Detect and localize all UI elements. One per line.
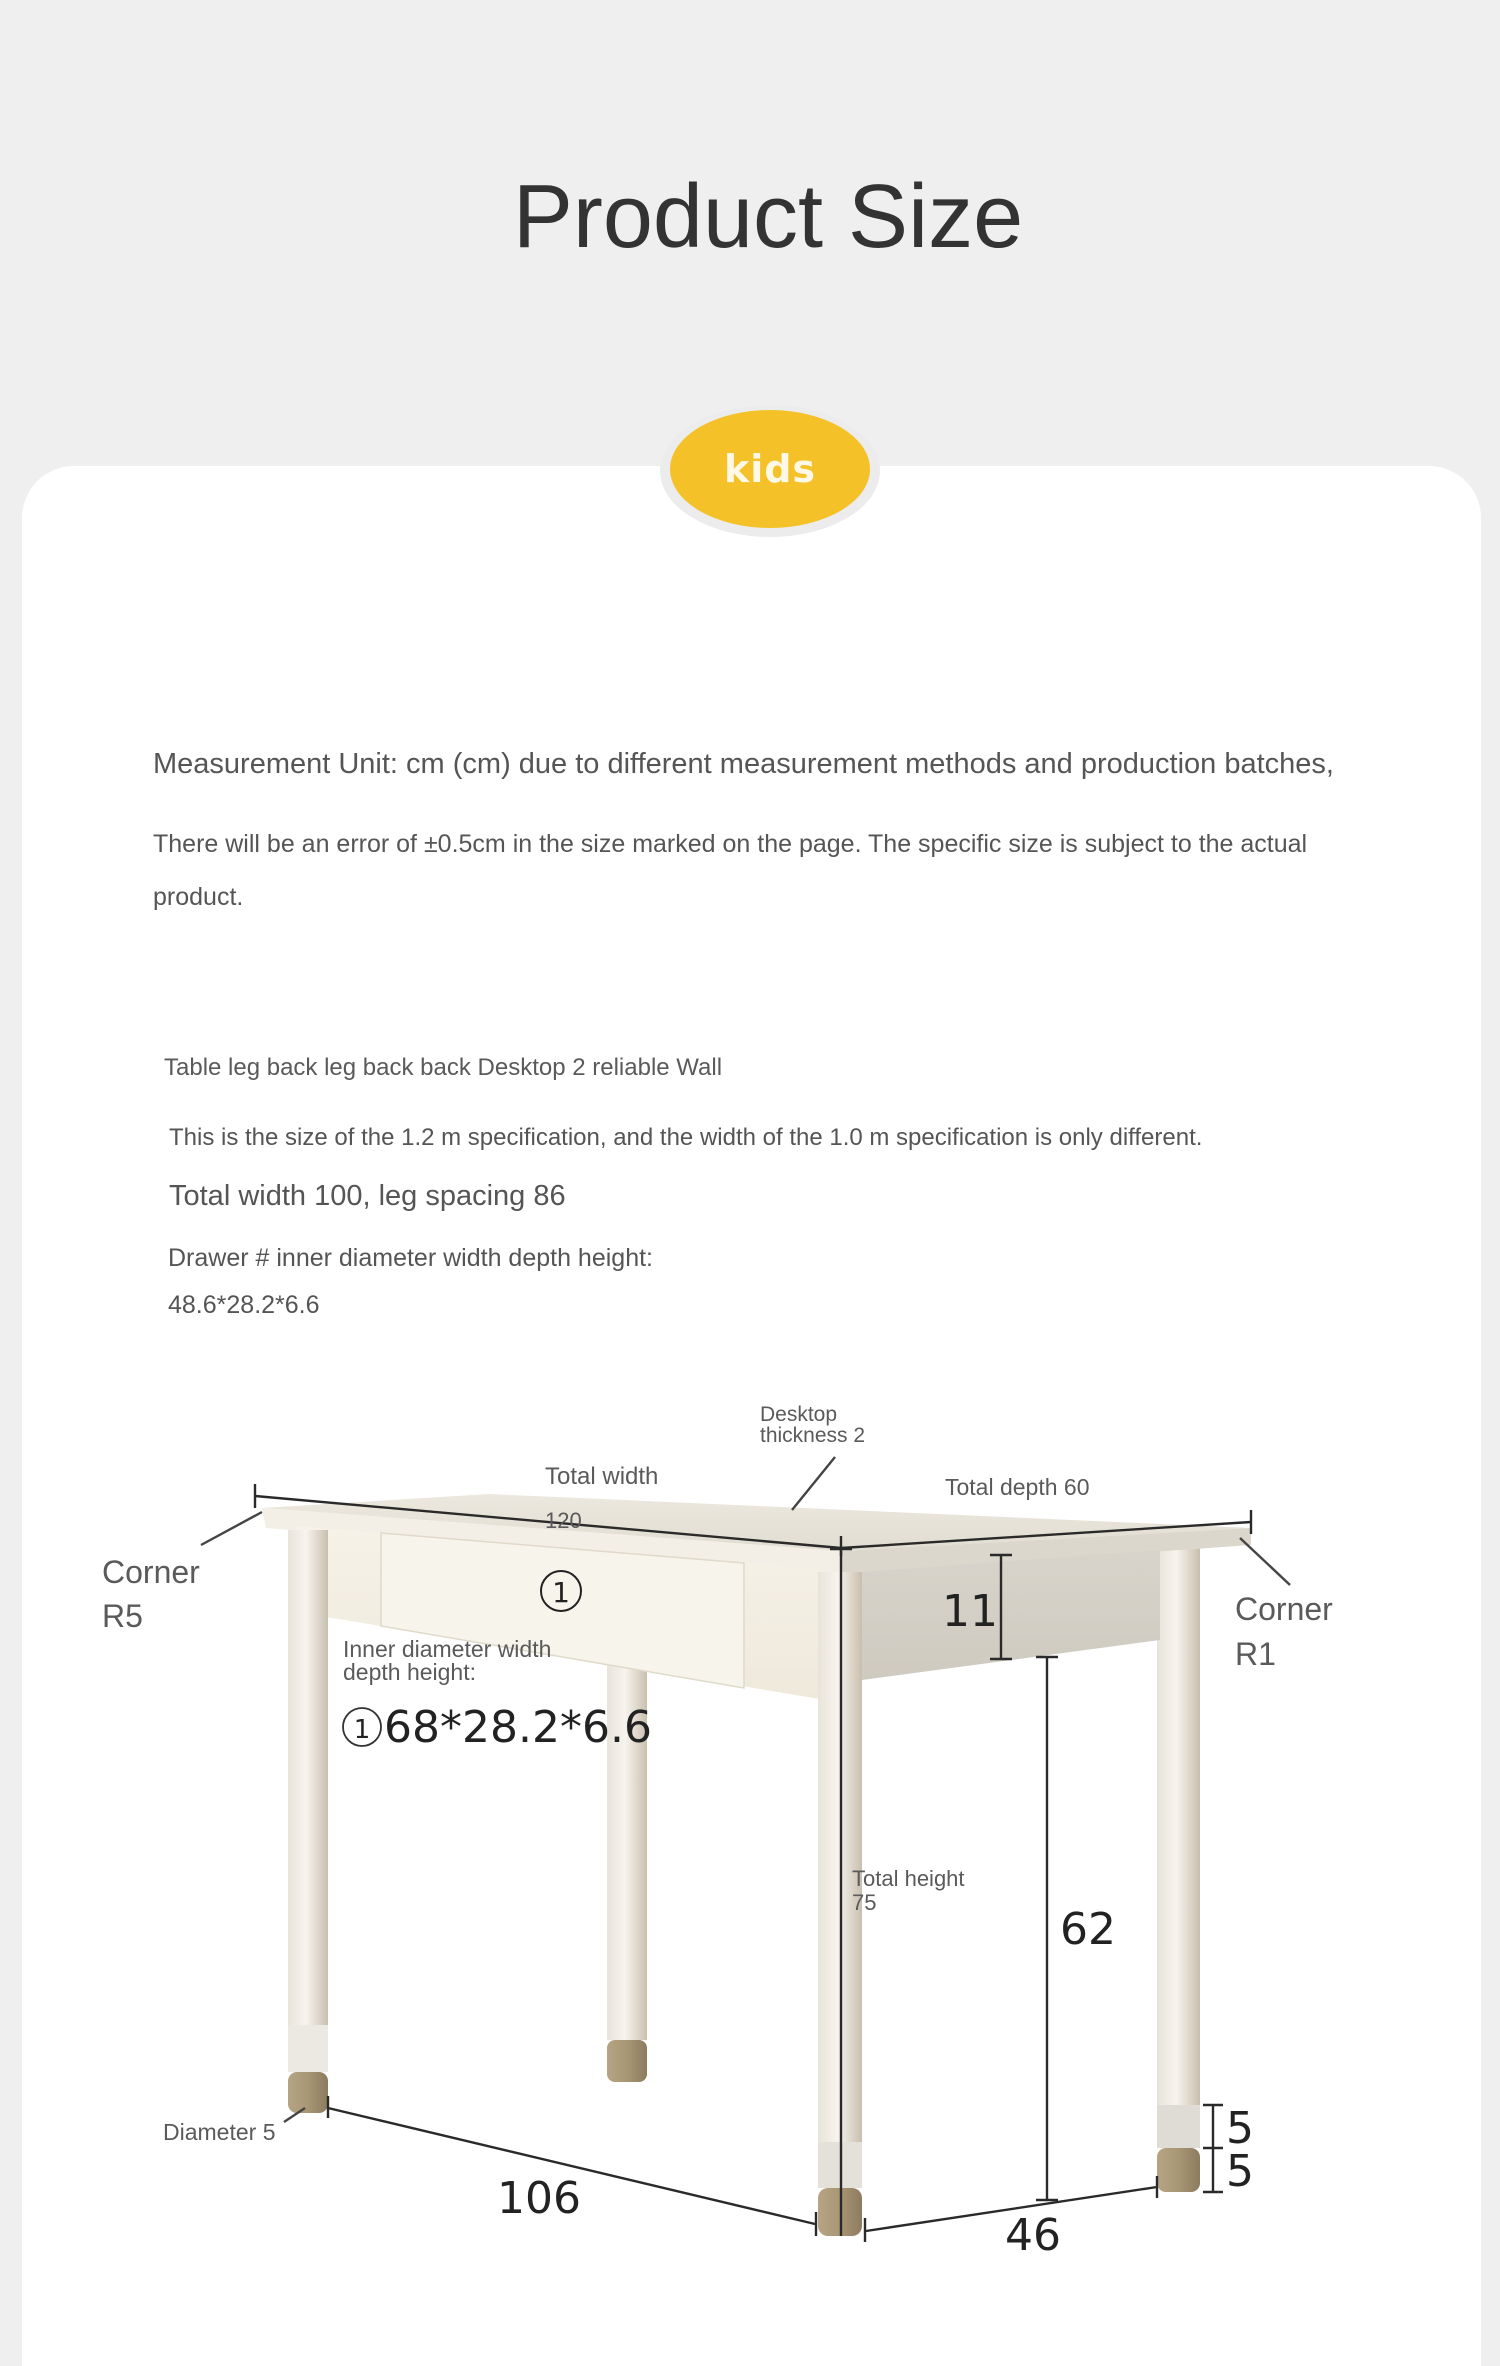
leg-cap-upper-value: 5: [1226, 2103, 1254, 2154]
notes-heading: Table leg back leg back back Desktop 2 reliable Wall: [164, 1054, 723, 1081]
inner-dimensions-value: [343, 1702, 652, 1753]
leg-span-width-value: 106: [497, 2173, 581, 2224]
leg-span-depth-value: 46: [1005, 2210, 1061, 2261]
inner-marker-number: 1: [353, 1715, 371, 1745]
inner-dimensions-label-cont: depth height:: [343, 1659, 477, 1685]
back-right-leg: [1157, 1545, 1200, 2192]
leg-diameter-label: Diameter 5: [163, 2119, 276, 2145]
error-tolerance-text: There will be an error of ±0.5cm in the size marked on the page. The specific size is subject to the actual: [153, 830, 1308, 858]
front-left-leg: [288, 1530, 328, 2113]
kids-badge-label: kids: [723, 447, 817, 491]
inner-dimensions-number: 68*28.2*6.6: [384, 1702, 652, 1753]
inner-dimensions-label: Inner diameter width: [343, 1636, 552, 1662]
corner-left-value: R5: [102, 1598, 143, 1634]
corner-left-label: Corner: [102, 1554, 200, 1590]
measurement-unit-text: Measurement Unit: cm (cm) due to different measurement methods and production batches,: [153, 748, 1334, 780]
total-height-value: 75: [852, 1890, 877, 1915]
total-height-label: Total height: [852, 1866, 965, 1891]
page-title: Product Size: [512, 167, 1024, 267]
width-note: Total width 100, leg spacing 86: [169, 1180, 566, 1212]
back-left-leg: [607, 1600, 647, 2082]
drawer-value: 48.6*28.2*6.6: [168, 1291, 320, 1319]
leg-cap-lower-value: 5: [1226, 2146, 1254, 2197]
drawer-label: Drawer # inner diameter width depth height:: [168, 1244, 653, 1272]
total-width-label: Total width: [545, 1463, 659, 1490]
apron-height-value: 11: [942, 1586, 998, 1637]
drawer-marker-number: 1: [552, 1576, 570, 1609]
corner-right-value: R1: [1235, 1636, 1276, 1672]
side-apron: [862, 1550, 1160, 1680]
spec-note: This is the size of the 1.2 m specification, and the width of the 1.0 m specification is only different.: [169, 1124, 1203, 1151]
clearance-height-value: 62: [1060, 1904, 1116, 1955]
total-width-value: 120: [545, 1508, 582, 1533]
error-tolerance-text-cont: product.: [153, 883, 244, 911]
corner-right-label: Corner: [1235, 1591, 1333, 1627]
desktop-thickness-label: Desktop: [760, 1403, 838, 1426]
desktop-thickness-value: thickness 2: [760, 1424, 866, 1447]
total-depth-label: Total depth 60: [945, 1474, 1090, 1500]
